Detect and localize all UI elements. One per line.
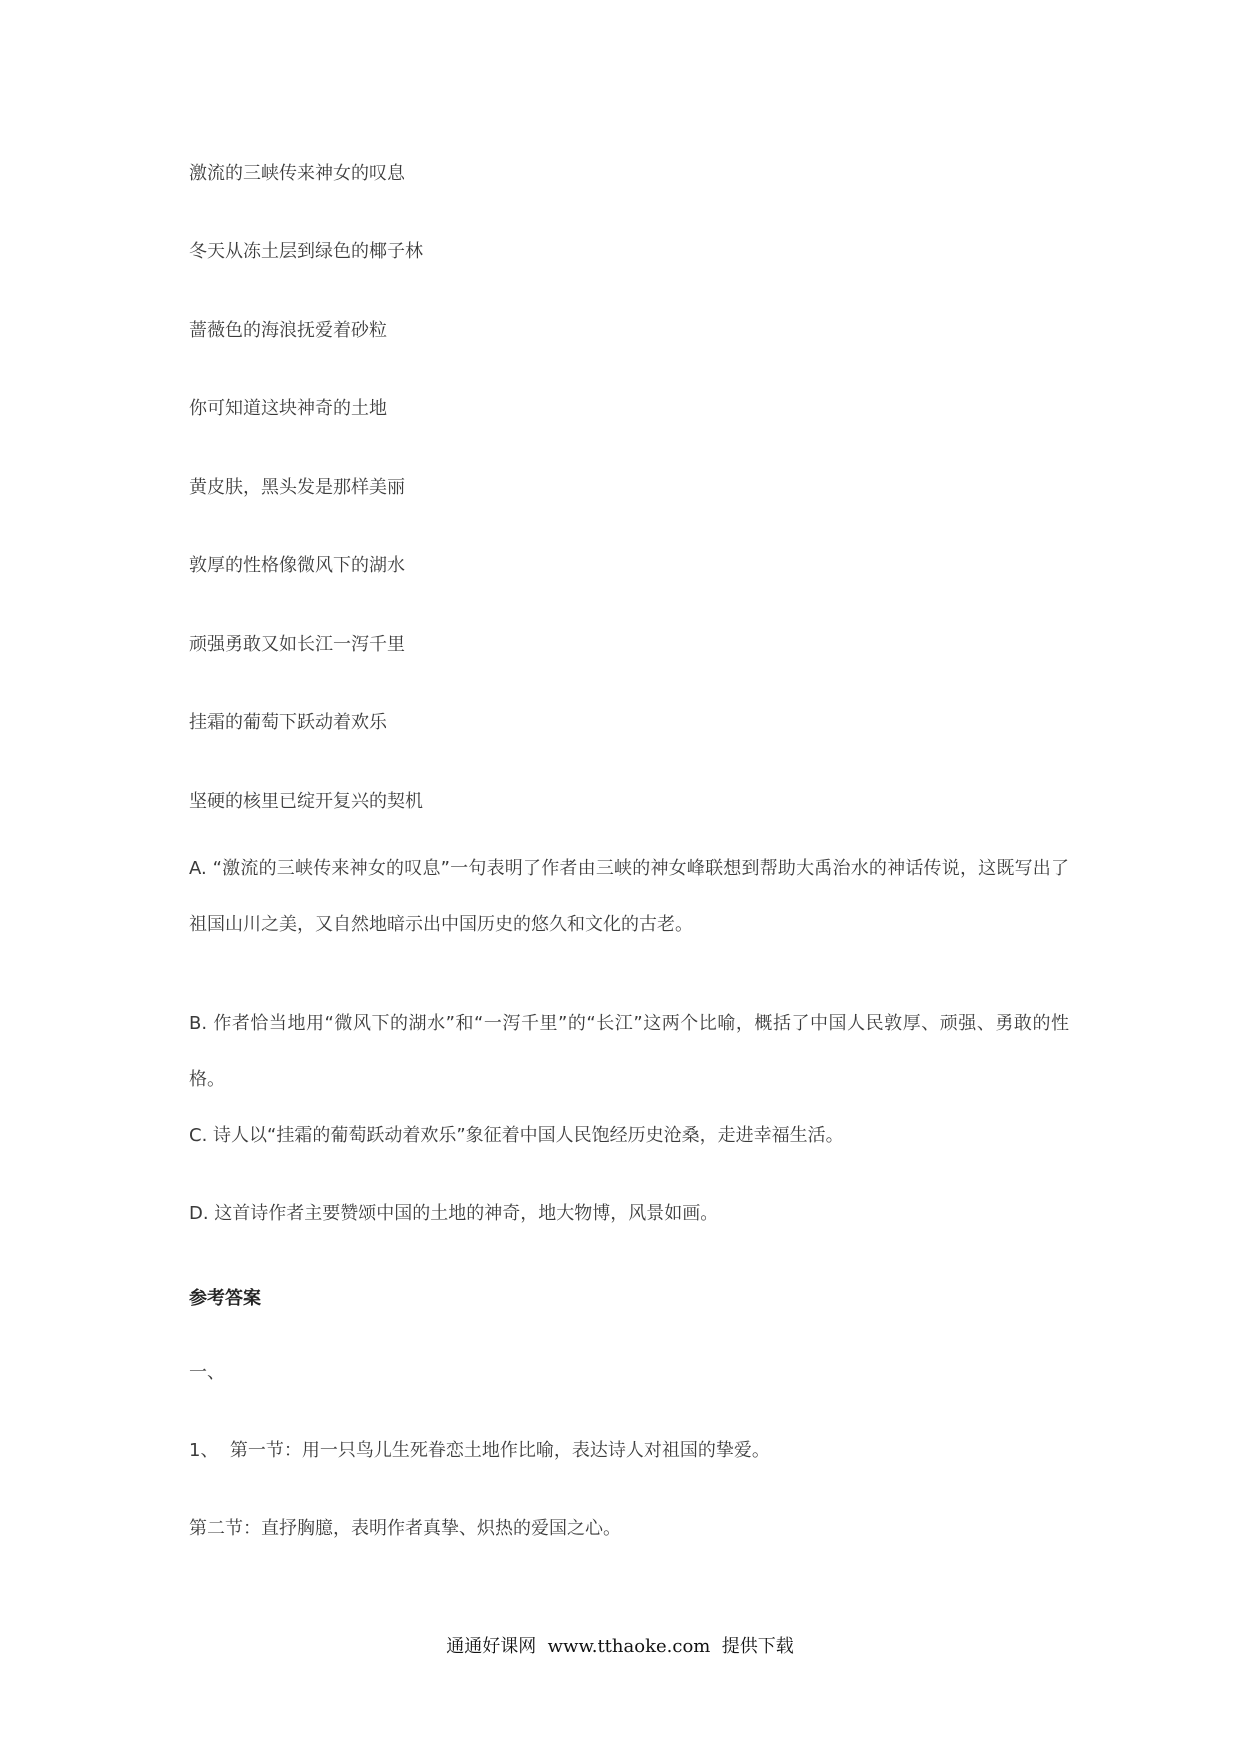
option-d: D. 这首诗作者主要赞颂中国的土地的神奇，地大物博，风景如画。 [189,1203,719,1224]
poem-line-6: 敦厚的性格像微风下的湖水 [189,555,405,576]
option-a: A. “激流的三峡传来神女的叹息”一句表明了作者由三峡的神女峰联想到帮助大禹治水的神话传说，这既写出了祖国山川之美，又自然地暗示出中国历史的悠久和文化的古老。 [189,858,1069,935]
poem-line-1: 激流的三峡传来神女的叹息 [189,163,405,184]
poem-line-2: 冬天从冻土层到绿色的椰子林 [189,241,423,262]
poem-line-7: 顽强勇敢又如长江一泻千里 [189,634,405,655]
page-footer: 通通好课网 www.tthaoke.com 提供下载 [446,1636,794,1657]
answer-section-label: 一、 [189,1362,225,1383]
answer-heading: 参考答案 [189,1288,261,1309]
option-c: C. 诗人以“挂霜的葡萄跃动着欢乐”象征着中国人民饱经历史沧桑，走进幸福生活。 [189,1125,844,1146]
answer-item-1: 1、 第一节：用一只鸟儿生死眷恋土地作比喻，表达诗人对祖国的挚爱。 [189,1440,770,1461]
option-b: B. 作者恰当地用“微风下的湖水”和“一泻千里”的“长江”这两个比喻，概括了中国人民敦厚、顽强、勇敢的性格。 [189,1013,1069,1090]
poem-line-9: 坚硬的核里已绽开复兴的契机 [189,791,423,812]
answer-item-1-continued: 第二节：直抒胸臆，表明作者真挚、炽热的爱国之心。 [189,1518,621,1539]
poem-line-8: 挂霜的葡萄下跃动着欢乐 [189,712,387,733]
poem-line-4: 你可知道这块神奇的土地 [189,398,387,419]
poem-line-3: 蔷薇色的海浪抚爱着砂粒 [189,320,387,341]
poem-line-5: 黄皮肤，黑头发是那样美丽 [189,477,405,498]
